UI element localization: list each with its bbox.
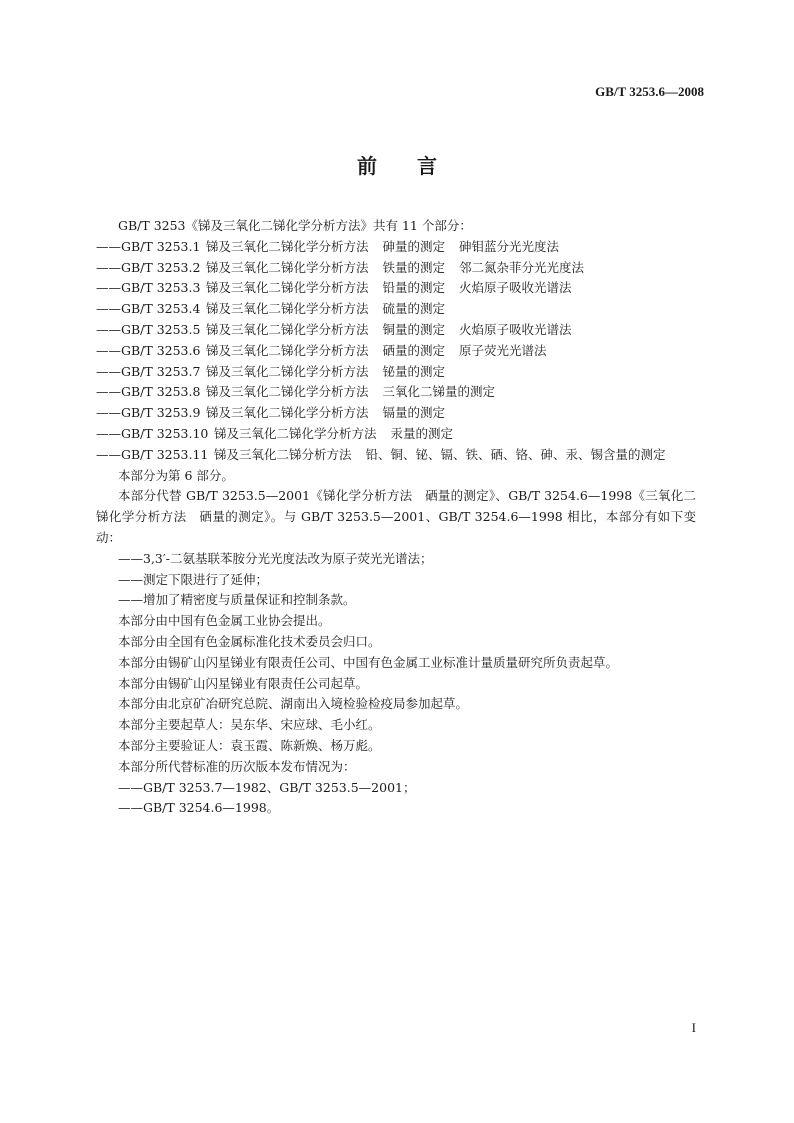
part-name: 锑及三氧化二锑化学分析方法: [206, 259, 369, 275]
parts-list: [96, 237, 696, 466]
page-number: I: [691, 1020, 696, 1035]
part-item: 镉量的测定: [382, 405, 446, 421]
part-code: ——GB/T 3253.8: [96, 384, 201, 400]
list-item: [96, 258, 696, 279]
part-item: 铁量的测定: [382, 259, 446, 275]
part-code: ——GB/T 3253.6: [96, 342, 201, 358]
part-code: ——GB/T 3253.2: [96, 259, 201, 275]
part-item: 铅、铜、铋、镉、铁、硒、铬、砷、汞、锡含量的测定: [365, 446, 666, 462]
list-item: [96, 237, 696, 258]
part-code: ——GB/T 3253.10: [96, 425, 209, 441]
list-item: ——GB/T 3253.7—1982、GB/T 3253.5—2001；: [118, 779, 416, 795]
statement-paragraph: 本部分主要验证人：袁玉霞、陈新焕、杨万彪。: [118, 737, 381, 753]
list-item: [96, 424, 696, 445]
part-name: 锑及三氧化二锑化学分析方法: [206, 384, 369, 400]
part-code: ——GB/T 3253.7: [96, 363, 201, 379]
statement-paragraph: 本部分由全国有色金属标准化技术委员会归口。: [118, 633, 381, 649]
part-method: 砷钼蓝分光光度法: [459, 238, 560, 254]
part-code: ——GB/T 3253.9: [96, 405, 201, 421]
intro-paragraph: GB/T 3253《锑及三氧化二锑化学分析方法》共有 11 个部分：: [118, 218, 472, 233]
replaces-paragraph: 本部分代替 GB/T 3253.5—2001《锑化学分析方法 硒量的测定》、GB/T 3254.6—1998《三氧化二锑化学分析方法 硒量的测定》。与 GB/T 3253.5—2001、GB/T 3254.6—1998 相比，本部分有如下变动：: [96, 488, 696, 545]
statement-paragraph: 本部分所代替标准的历次版本发布情况为：: [118, 758, 356, 774]
part-item: 硫量的测定: [382, 301, 446, 317]
part-item: 铜量的测定: [382, 321, 446, 337]
part-name: 锑及三氧化二锑化学分析方法: [214, 425, 377, 441]
list-item: [96, 278, 696, 299]
list-item: [96, 362, 696, 383]
statement-paragraph: 本部分由北京矿冶研究总院、湖南出入境检验检疫局参加起草。: [118, 696, 469, 712]
part-item: 三氧化二锑量的测定: [382, 384, 496, 400]
list-item: [96, 445, 696, 466]
part-name: 锑及三氧化二锑化学分析方法: [206, 363, 369, 379]
list-item: ——增加了精密度与质量保证和控制条款。: [118, 592, 356, 608]
part-name: 锑及三氧化二锑化学分析方法: [206, 321, 369, 337]
part-code: ——GB/T 3253.5: [96, 321, 201, 337]
part-item: 汞量的测定: [390, 425, 454, 441]
part-name: 锑及三氧化二锑化学分析方法: [206, 301, 369, 317]
statement-paragraph: 本部分由中国有色金属工业协会提出。: [118, 613, 331, 629]
this-part-paragraph: 本部分为第 6 部分。: [118, 467, 234, 483]
part-code: ——GB/T 3253.11: [96, 446, 209, 462]
part-method: 火焰原子吸收光谱法: [459, 280, 572, 296]
part-method: 原子荧光光谱法: [459, 342, 547, 358]
changes-list: [96, 549, 696, 611]
list-item: [96, 403, 696, 424]
part-item: 铋量的测定: [382, 363, 446, 379]
part-item: 硒量的测定: [382, 342, 446, 358]
document-body: [96, 216, 696, 819]
part-name: 锑及三氧化二锑化学分析方法: [206, 405, 369, 421]
statement-paragraph: 本部分主要起草人：吴东华、宋应球、毛小红。: [118, 717, 381, 733]
part-code: ——GB/T 3253.1: [96, 238, 201, 254]
part-item: 砷量的测定: [382, 238, 446, 254]
list-item: ——GB/T 3254.6—1998。: [118, 800, 280, 816]
list-item: [96, 320, 696, 341]
page-title: 前言: [357, 154, 477, 178]
part-code: ——GB/T 3253.3: [96, 280, 201, 296]
list-item: ——3,3′-二氨基联苯胺分光光度法改为原子荧光光谱法；: [118, 550, 433, 566]
part-item: 铅量的测定: [382, 280, 446, 296]
list-item: [96, 382, 696, 403]
standard-code: GB/T 3253.6—2008: [595, 84, 704, 99]
list-item: [96, 341, 696, 362]
part-code: ——GB/T 3253.4: [96, 301, 201, 317]
part-method: 邻二氮杂菲分光光度法: [459, 259, 585, 275]
part-name: 锑及三氧化二锑化学分析方法: [206, 342, 369, 358]
part-name: 锑及三氧化二锑化学分析方法: [206, 280, 369, 296]
statements: [96, 611, 696, 777]
part-name: 锑及三氧化二锑分析方法: [214, 446, 352, 462]
list-item: [96, 299, 696, 320]
part-name: 锑及三氧化二锑化学分析方法: [206, 238, 369, 254]
part-method: 火焰原子吸收光谱法: [459, 321, 572, 337]
list-item: ——测定下限进行了延伸；: [118, 571, 269, 587]
statement-paragraph: 本部分由锡矿山闪星锑业有限责任公司起草。: [118, 675, 369, 691]
history-list: [96, 778, 696, 820]
statement-paragraph: 本部分由锡矿山闪星锑业有限责任公司、中国有色金属工业标准计量质量研究所负责起草。: [118, 654, 619, 670]
